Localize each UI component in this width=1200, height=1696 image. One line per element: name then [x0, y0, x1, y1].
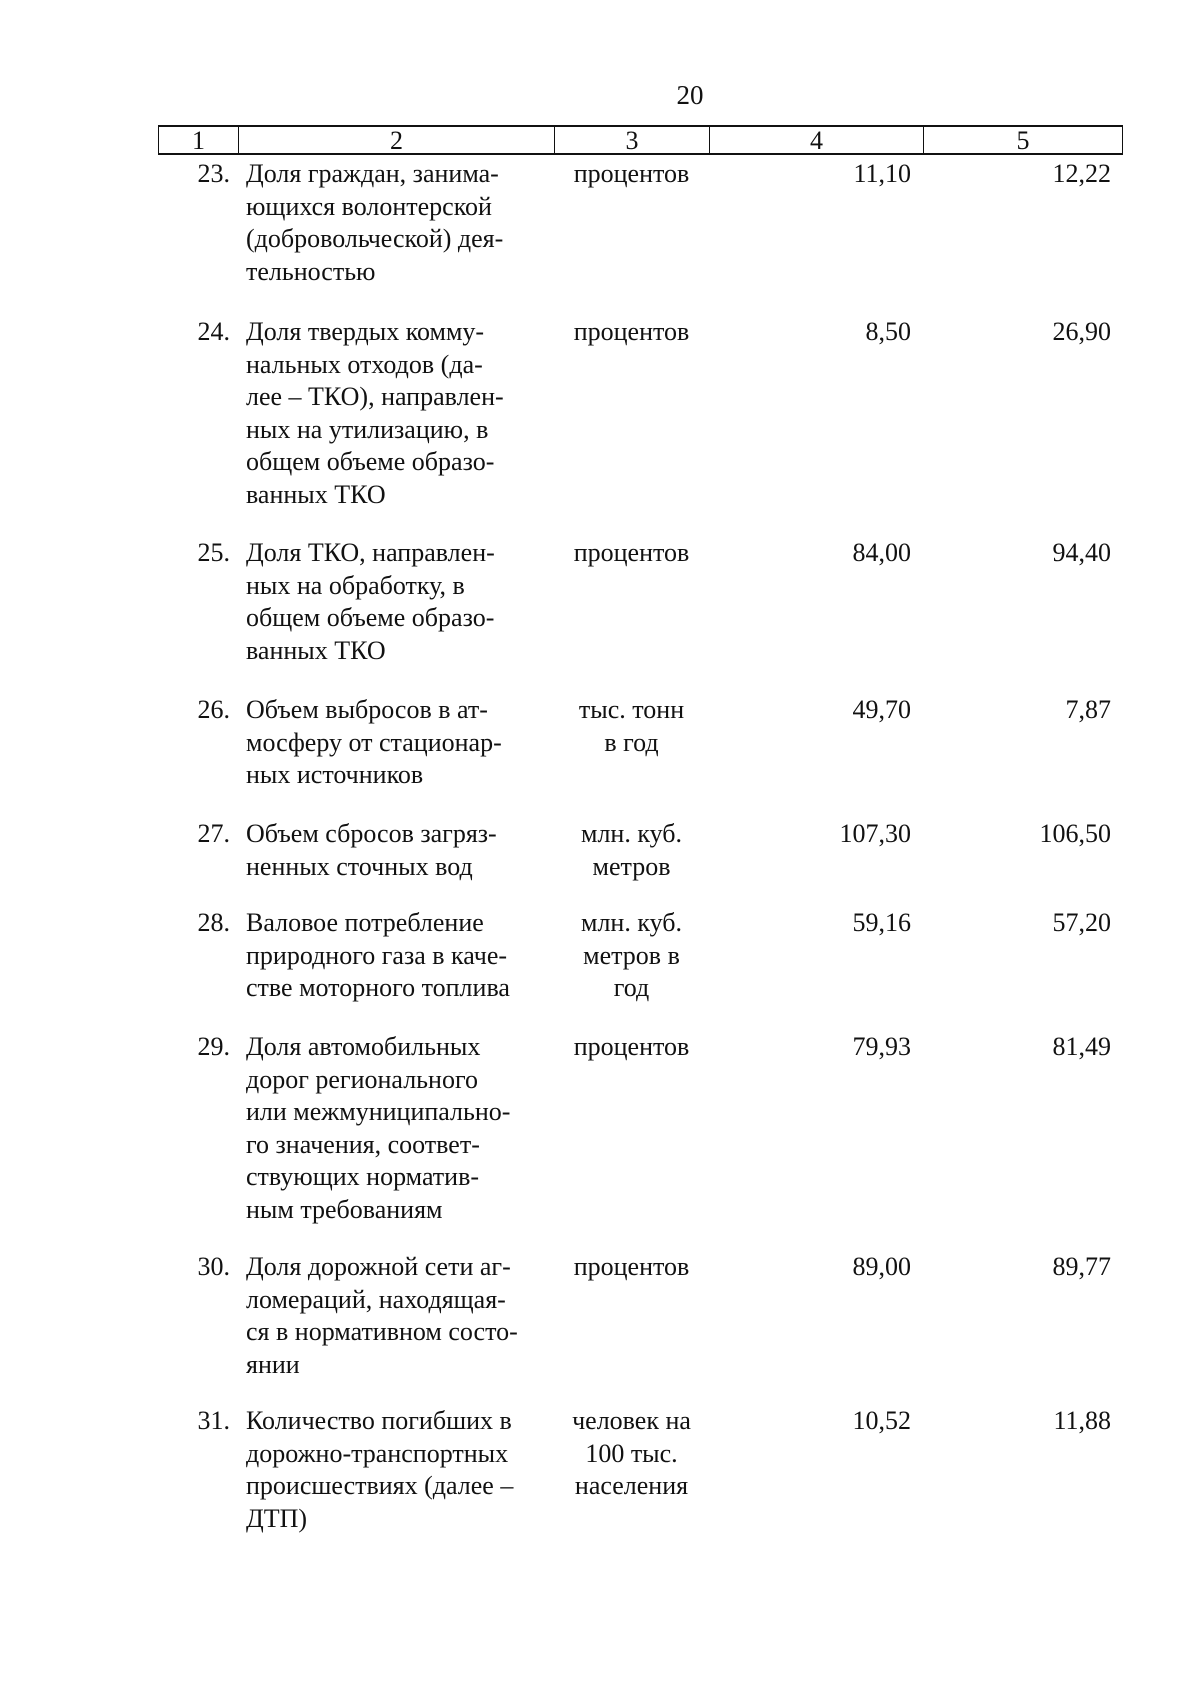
value-col-5: 26,90 [1052, 317, 1111, 346]
indicator-name: Объем выбросов в ат- мосферу от стационар- ных источников [246, 695, 502, 789]
table-row [158, 537, 1123, 667]
indicator-name: Количество погибших в дорожно-транспортных происшествиях (далее – ДТП) [246, 1406, 514, 1533]
table-row [158, 1031, 1123, 1226]
table-row [158, 818, 1123, 883]
table-row [158, 907, 1123, 1005]
row-number: 24. [197, 317, 230, 346]
value-col-5: 12,22 [1052, 159, 1111, 188]
indicator-name: Объем сбросов загряз- ненных сточных вод [246, 819, 497, 881]
unit-of-measure: тыс. тонн в год [578, 695, 685, 757]
value-col-5: 11,88 [1053, 1406, 1111, 1435]
table-row [158, 1405, 1123, 1535]
table-row [158, 1251, 1123, 1381]
unit-of-measure: млн. куб. метров [581, 819, 682, 881]
value-col-4: 79,93 [852, 1032, 911, 1061]
unit-of-measure: процентов [573, 159, 690, 188]
value-col-5: 81,49 [1052, 1032, 1111, 1061]
value-col-5: 7,87 [1065, 695, 1111, 724]
header-col-3: 3 [554, 127, 709, 153]
page-number: 20 [676, 80, 704, 110]
unit-of-measure: процентов [573, 538, 690, 567]
row-number: 26. [197, 695, 230, 724]
indicator-name: Доля твердых комму- нальных отходов (да- лее – ТКО), направлен- ных на утилизацию, в общем объеме образо- ванных ТКО [246, 317, 504, 509]
header-col-1: 1 [158, 127, 238, 153]
indicator-name: Доля автомобильных дорог регионального или межмуниципально- го значения, соответ- ствующих норматив- ным требованиям [246, 1032, 511, 1224]
row-number: 27. [197, 819, 230, 848]
indicator-name: Доля дорожной сети аг- ломераций, находящая- ся в нормативном состо- янии [246, 1252, 518, 1379]
table-row [158, 158, 1123, 288]
unit-of-measure: процентов [573, 1252, 690, 1281]
value-col-4: 11,10 [853, 159, 911, 188]
value-col-4: 10,52 [852, 1406, 911, 1435]
header-col-4: 4 [709, 127, 923, 153]
header-col-2: 2 [238, 127, 554, 153]
unit-of-measure: процентов [573, 317, 690, 346]
indicator-name: Доля ТКО, направлен- ных на обработку, в общем объеме образо- ванных ТКО [246, 538, 495, 665]
unit-of-measure: млн. куб. метров в год [581, 908, 682, 1002]
value-col-4: 107,30 [839, 819, 911, 848]
table-row [158, 316, 1123, 511]
indicator-name: Валовое потребление природного газа в каче- стве моторного топлива [246, 908, 510, 1002]
value-col-5: 94,40 [1052, 538, 1111, 567]
table-row [158, 694, 1123, 792]
value-col-4: 84,00 [852, 538, 911, 567]
header-col-5: 5 [923, 127, 1123, 153]
row-number: 31. [197, 1406, 230, 1435]
row-number: 28. [197, 908, 230, 937]
value-col-5: 57,20 [1052, 908, 1111, 937]
value-col-4: 89,00 [852, 1252, 911, 1281]
value-col-4: 8,50 [865, 317, 911, 346]
row-number: 29. [197, 1032, 230, 1061]
unit-of-measure: человек на 100 тыс. населения [572, 1406, 691, 1500]
value-col-5: 106,50 [1039, 819, 1111, 848]
value-col-4: 59,16 [852, 908, 911, 937]
value-col-5: 89,77 [1052, 1252, 1111, 1281]
indicator-name: Доля граждан, занима- ющихся волонтерской (добровольческой) дея- тельностью [246, 159, 504, 286]
row-number: 23. [197, 159, 230, 188]
value-col-4: 49,70 [852, 695, 911, 724]
unit-of-measure: процентов [573, 1032, 690, 1061]
row-number: 25. [197, 538, 230, 567]
row-number: 30. [197, 1252, 230, 1281]
